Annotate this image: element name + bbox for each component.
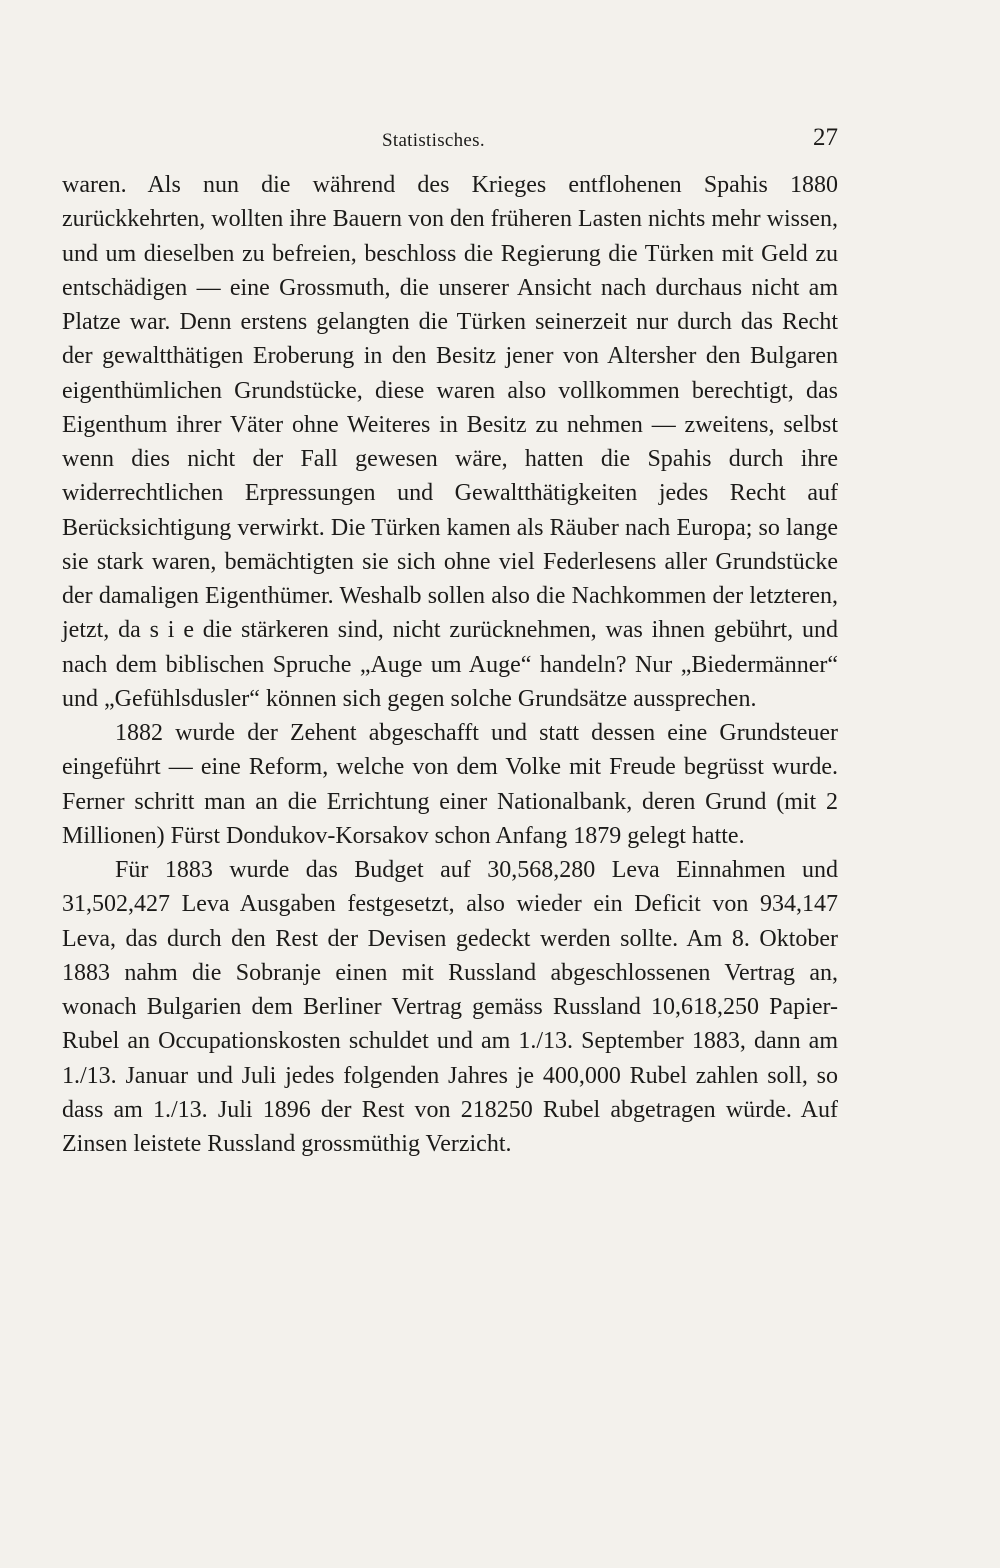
running-title: Statistisches. — [382, 130, 485, 151]
page-number: 27 — [813, 124, 838, 151]
running-header — [62, 124, 838, 160]
paragraph-1: waren. Als nun die während des Krieges entflohenen Spahis 1880 zurückkehrten, wollten ihre Bauern von den früheren Lasten nichts mehr wissen, und um dieselben zu befreien, beschloss die Regierung die Türken mit Geld zu entschädigen — eine Grossmuth, die unserer Ansicht nach durchaus nicht am Platze war. Denn erstens gelangten die Türken seinerzeit nur durch das Recht der gewaltthätigen Eroberung in den Besitz jener von Altersher den Bulgaren eigenthümlichen Grundstücke, diese waren also vollkommen berechtigt, das Eigenthum ihrer Väter ohne Weiteres in Besitz zu nehmen — zweitens, selbst wenn dies nicht der Fall gewesen wäre, hatten die Spahis durch ihre widerrechtlichen Erpressungen und Gewaltthätigkeiten jedes Recht auf Berücksichtigung verwirkt. Die Türken kamen als Räuber nach Europa; so lange sie stark waren, bemächtigten sie sich ohne viel Federlesens aller Grundstücke der damaligen Eigenthümer. Weshalb sollen also die Nachkommen der letzteren, jetzt, da s i e die stärkeren sind, nicht zurücknehmen, was ihnen gebührt, und nach dem biblischen Spruche „Auge um Auge“ handeln? Nur „Biedermänner“ und „Gefühlsdusler“ können sich gegen solche Grundsätze aussprechen. — [62, 172, 838, 712]
body-text — [62, 168, 838, 1161]
paragraph-2: 1882 wurde der Zehent abgeschafft und statt dessen eine Grundsteuer eingeführt — eine Reform, welche von dem Volke mit Freude begrüsst wurde. Ferner schritt man an die Errichtung einer Nationalbank, deren Grund (mit 2 Millionen) Fürst Dondukov-Korsakov schon Anfang 1879 gelegt hatte. — [62, 720, 838, 849]
paragraph-3: Für 1883 wurde das Budget auf 30,568,280 Leva Einnahmen und 31,502,427 Leva Ausgaben festgesetzt, also wieder ein Deficit von 934,147 Leva, das durch den Rest der Devisen gedeckt werden sollte. Am 8. Oktober 1883 nahm die Sobranje einen mit Russland abgeschlossenen Vertrag an, wonach Bulgarien dem Berliner Vertrag gemäss Russland 10,618,250 Papier-Rubel an Occupationskosten schuldet und am 1./13. September 1883, dann am 1./13. Januar und Juli jedes folgenden Jahres je 400,000 Rubel zahlen soll, so dass am 1./13. Juli 1896 der Rest von 218250 Rubel abgetragen würde. Auf Zinsen leistete Russland grossmüthig Verzicht. — [62, 857, 838, 1157]
